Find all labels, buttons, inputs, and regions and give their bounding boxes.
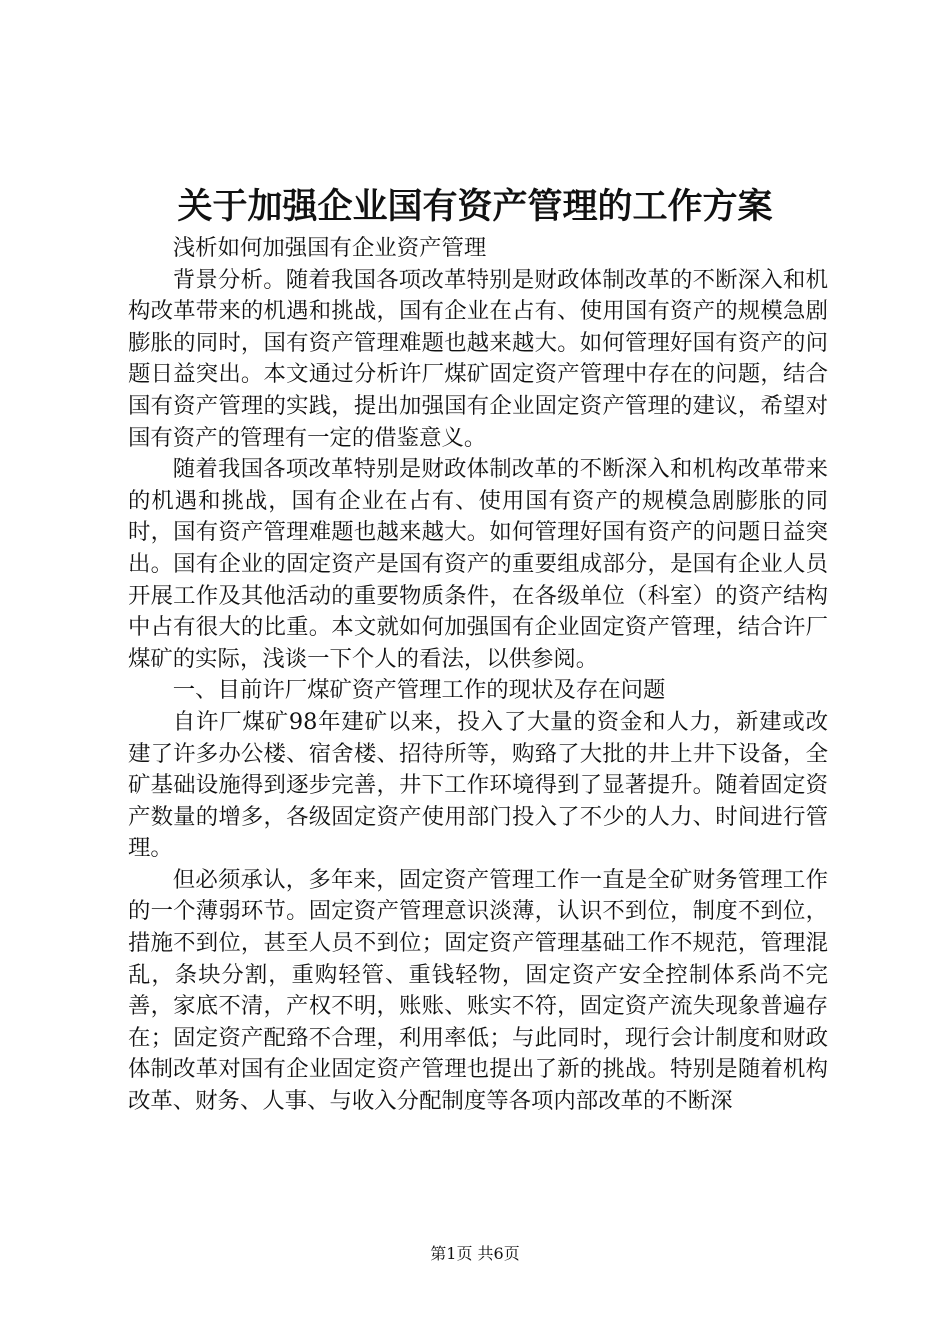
page-footer: 第1页 共6页 (430, 1244, 520, 1263)
background-paragraph: 背景分析。随着我国各项改革特别是财政体制改革的不断深入和机构改革带来的机遇和挑战，国有企业在占有、使用国有资产的规模急剧膨胀的同时，国有资产管理难题也越来越大。如何管理好国有资产的问题日益突出。本文通过分析许厂煤矿固定资产管理中存在的问题，结合国有资产管理的实践，提出加强国有企业固定资产管理的建议，希望对国有资产的管理有一定的借鉴意义。 (128, 266, 828, 451)
document-body (128, 233, 828, 1118)
intro-paragraph: 随着我国各项改革特别是财政体制改革的不断深入和机构改革带来的机遇和挑战，国有企业在占有、使用国有资产的规模急剧膨胀的同时，国有资产管理难题也越来越大。如何管理好国有资产的问题日益突出。国有企业的固定资产是国有资产的重要组成部分，是国有企业人员开展工作及其他活动的重要物质条件，在各级单位（科室）的资产结构中占有很大的比重。本文就如何加强国有企业固定资产管理，结合许厂煤矿的实际，浅谈一下个人的看法，以供参阅。 (128, 456, 828, 672)
status-paragraph: 自许厂煤矿98年建矿以来，投入了大量的资金和人力，新建或改建了许多办公楼、宿舍楼、招待所等，购臵了大批的井上井下设备，全矿基础设施得到逐步完善，井下工作环境得到了显著提升。随着固定资产数量的增多，各级固定资产使用部门投入了不少的人力、时间进行管理。 (128, 708, 828, 862)
section-heading: 一、目前许厂煤矿资产管理工作的现状及存在问题 (172, 677, 666, 704)
subtitle-paragraph: 浅析如何加强国有企业资产管理 (172, 235, 487, 261)
document-title: 关于加强企业国有资产管理的工作方案 (177, 186, 773, 227)
problems-paragraph: 但必须承认，多年来，固定资产管理工作一直是全矿财务管理工作的一个薄弱环节。固定资产管理意识淡薄，认识不到位，制度不到位，措施不到位，甚至人员不到位；固定资产管理基础工作不规范，管理混乱，条块分割，重购轻管、重钱轻物，固定资产安全控制体系尚不完善，家底不清，产权不明，账账、账实不符，固定资产流失现象普遍存在；固定资产配臵不合理，利用率低；与此同时，现行会计制度和财政体制改革对国有企业固定资产管理也提出了新的挑战。特别是随着机构改革、财务、人事、与收入分配制度等各项内部改革的不断深 (128, 866, 828, 1115)
